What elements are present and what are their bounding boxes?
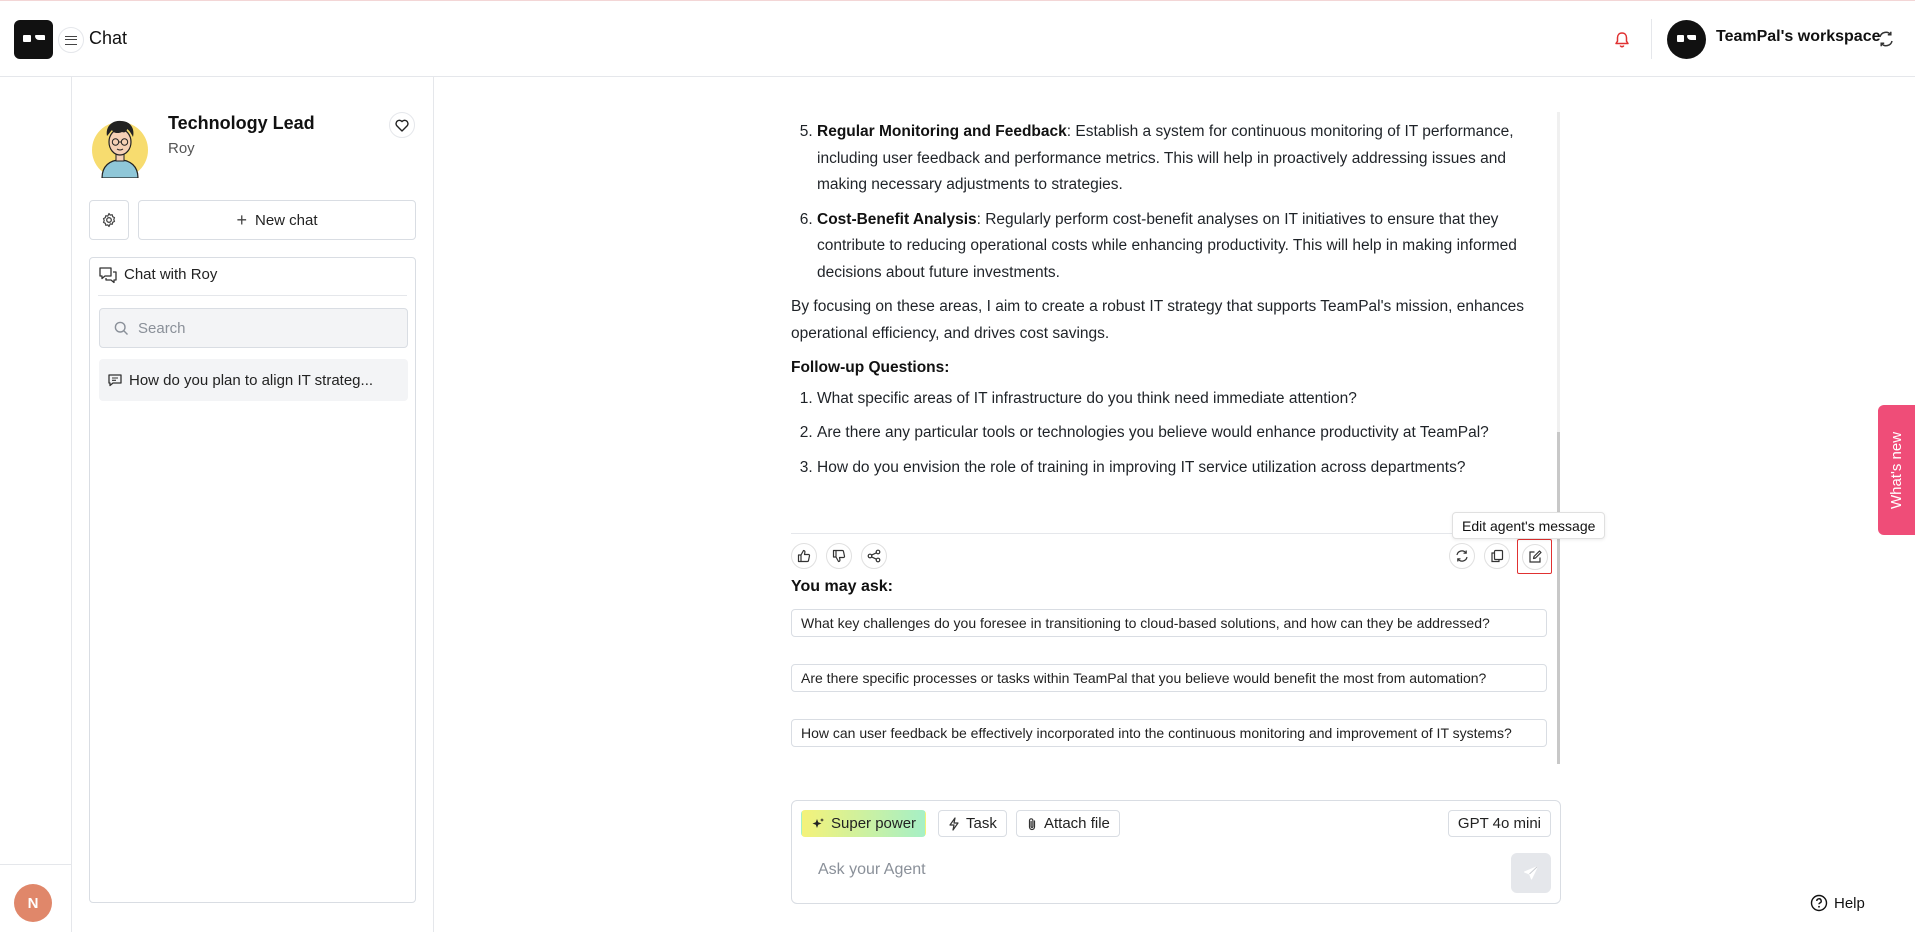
- header-divider: [1651, 19, 1652, 59]
- menu-toggle-button[interactable]: [58, 27, 84, 53]
- help-button[interactable]: [1810, 894, 1865, 912]
- lightning-icon: [948, 817, 960, 831]
- model-selector[interactable]: GPT 4o mini: [1448, 810, 1551, 837]
- agent-message: [791, 119, 1543, 489]
- user-avatar[interactable]: N: [14, 884, 52, 922]
- item-text: : Regularly perform cost-benefit analyses on IT initiatives to ensure that they contribute to reducing operational costs while enhancing productivity. This will help in making informed decisions about future investments.: [817, 210, 1517, 281]
- suggested-question[interactable]: How can user feedback be effectively incorporated into the continuous monitoring and improvement of IT systems?: [791, 719, 1547, 747]
- chat-bubbles-icon: [98, 266, 118, 284]
- message-list-item: [817, 119, 1543, 199]
- super-power-button[interactable]: [801, 810, 926, 837]
- whats-new-tab[interactable]: [1878, 405, 1915, 535]
- switch-workspace-icon[interactable]: [1877, 30, 1895, 48]
- share-button[interactable]: [861, 543, 887, 569]
- task-label: Task: [966, 815, 997, 832]
- chat-scrollbar-thumb[interactable]: [1557, 432, 1560, 764]
- heart-icon: [395, 119, 409, 132]
- thumbs-up-icon: [797, 549, 811, 563]
- notification-bell-icon[interactable]: [1612, 30, 1632, 50]
- search-placeholder: Search: [138, 319, 186, 337]
- edit-icon: [1528, 550, 1542, 564]
- whats-new-label: What's new: [1888, 431, 1905, 509]
- regenerate-button[interactable]: [1449, 543, 1475, 569]
- attach-file-button[interactable]: [1016, 810, 1120, 837]
- chat-history-title: Chat with Roy: [124, 266, 218, 283]
- refresh-icon: [1455, 549, 1469, 563]
- paperclip-icon: [1026, 817, 1038, 831]
- suggestions-title: You may ask:: [791, 578, 893, 595]
- followup-title: Follow-up Questions:: [791, 359, 950, 376]
- attach-file-label: Attach file: [1044, 815, 1110, 832]
- chat-history-panel: [89, 257, 416, 903]
- workspace-avatar[interactable]: [1667, 20, 1706, 59]
- send-icon: [1523, 865, 1539, 881]
- message-list-item: [817, 207, 1543, 287]
- item-heading: Regular Monitoring and Feedback: [817, 123, 1067, 140]
- edit-message-button-circle: [1522, 544, 1548, 570]
- message-list-top: [791, 119, 1543, 286]
- top-bar: [0, 0, 1915, 77]
- thumbs-up-button[interactable]: [791, 543, 817, 569]
- rail-divider: [0, 864, 72, 865]
- thumbs-down-button[interactable]: [826, 543, 852, 569]
- suggested-question[interactable]: Are there specific processes or tasks within TeamPal that you believe would benefit the most from automation?: [791, 664, 1547, 692]
- help-icon: [1810, 894, 1828, 912]
- edit-message-button[interactable]: [1517, 539, 1552, 574]
- left-rail: [0, 77, 72, 932]
- search-icon: [114, 321, 129, 336]
- message-composer: [791, 800, 1561, 904]
- message-icon: [107, 373, 123, 388]
- sparkle-icon: [811, 817, 825, 831]
- workspace-name[interactable]: TeamPal's workspace: [1716, 28, 1881, 45]
- app-logo[interactable]: [14, 20, 53, 59]
- followup-item: 2. Are there any particular tools or technologies you believe would enhance productivity at TeamPal?: [817, 420, 1543, 447]
- chat-history-item[interactable]: [99, 359, 408, 401]
- chat-history-item-label: How do you plan to align IT strateg...: [129, 371, 374, 389]
- task-button[interactable]: [938, 810, 1007, 837]
- thumbs-down-icon: [832, 549, 846, 563]
- favorite-button[interactable]: [389, 112, 415, 138]
- chat-history-header: [98, 266, 407, 296]
- gear-icon: [101, 212, 117, 228]
- chat-search-input[interactable]: [99, 308, 408, 348]
- new-chat-label: New chat: [254, 211, 318, 229]
- ask-agent-input[interactable]: Ask your Agent: [818, 861, 926, 878]
- item-text: : Establish a system for continuous monitoring of IT performance, including user feedback and performance metrics. This will help in proactively addressing issues and making necessary adjustments to strategies.: [817, 123, 1514, 193]
- agent-settings-button[interactable]: [89, 200, 129, 240]
- new-chat-button[interactable]: [138, 200, 416, 240]
- copy-button[interactable]: [1484, 543, 1510, 569]
- followup-list: [791, 386, 1543, 482]
- agent-name: Roy: [168, 140, 195, 157]
- followup-item: 1. What specific areas of IT infrastructure do you think need immediate attention?: [817, 386, 1543, 413]
- item-heading: Cost-Benefit Analysis: [817, 210, 977, 228]
- hamburger-icon: [65, 36, 77, 45]
- help-label: Help: [1834, 894, 1865, 912]
- message-divider: [791, 533, 1557, 534]
- agent-title: Technology Lead: [168, 113, 315, 133]
- share-icon: [867, 549, 881, 563]
- agent-avatar: [90, 112, 151, 178]
- send-button[interactable]: [1511, 853, 1551, 893]
- plus-icon: +: [236, 209, 247, 230]
- message-summary: By focusing on these areas, I aim to create a robust IT strategy that supports TeamPal's mission, enhances operational efficiency, and drives cost savings.: [791, 298, 1524, 342]
- followup-item: 3. How do you envision the role of training in improving IT service utilization across departments?: [817, 455, 1543, 482]
- edit-message-tooltip: Edit agent's message: [1452, 512, 1605, 539]
- suggested-question[interactable]: What key challenges do you foresee in transitioning to cloud-based solutions, and how can they be addressed?: [791, 609, 1547, 637]
- copy-icon: [1490, 549, 1504, 563]
- page-title: Chat: [89, 28, 128, 48]
- super-power-label: Super power: [831, 815, 917, 832]
